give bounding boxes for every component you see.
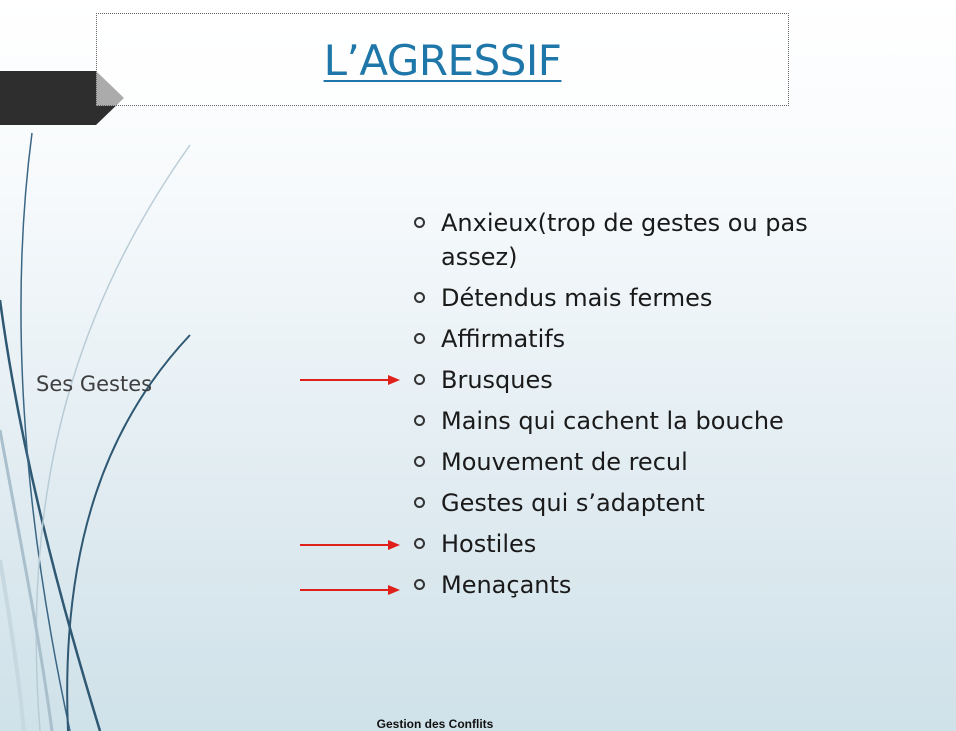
bullet-list bbox=[410, 206, 870, 609]
list-item: Détendus mais fermes bbox=[410, 281, 870, 315]
list-item: Affirmatifs bbox=[410, 322, 870, 356]
list-item: Gestes qui s’adaptent bbox=[410, 486, 870, 520]
red-arrow-icon bbox=[300, 584, 400, 596]
red-arrow-icon bbox=[300, 539, 400, 551]
list-item: Brusques bbox=[410, 363, 870, 397]
list-item: Mains qui cachent la bouche bbox=[410, 404, 870, 438]
bullet-circle-icon bbox=[414, 217, 425, 228]
title-placeholder[interactable] bbox=[96, 13, 789, 106]
bullet-circle-icon bbox=[414, 456, 425, 467]
bullet-circle-icon bbox=[414, 538, 425, 549]
slide-title: L’AGRESSIF bbox=[323, 36, 562, 85]
bullet-circle-icon bbox=[414, 579, 425, 590]
bullet-circle-icon bbox=[414, 415, 425, 426]
red-arrow-icon bbox=[300, 374, 400, 386]
list-item: Anxieux(trop de gestes ou pas assez) bbox=[410, 206, 870, 274]
list-item: Menaçants bbox=[410, 568, 870, 602]
bullet-circle-icon bbox=[414, 333, 425, 344]
bullet-circle-icon bbox=[414, 374, 425, 385]
list-item: Hostiles bbox=[410, 527, 870, 561]
bullet-circle-icon bbox=[414, 292, 425, 303]
list-item: Mouvement de recul bbox=[410, 445, 870, 479]
section-label: Ses Gestes bbox=[36, 372, 153, 396]
bullet-circle-icon bbox=[414, 497, 425, 508]
slide-footer: Gestion des Conflits bbox=[376, 717, 494, 731]
